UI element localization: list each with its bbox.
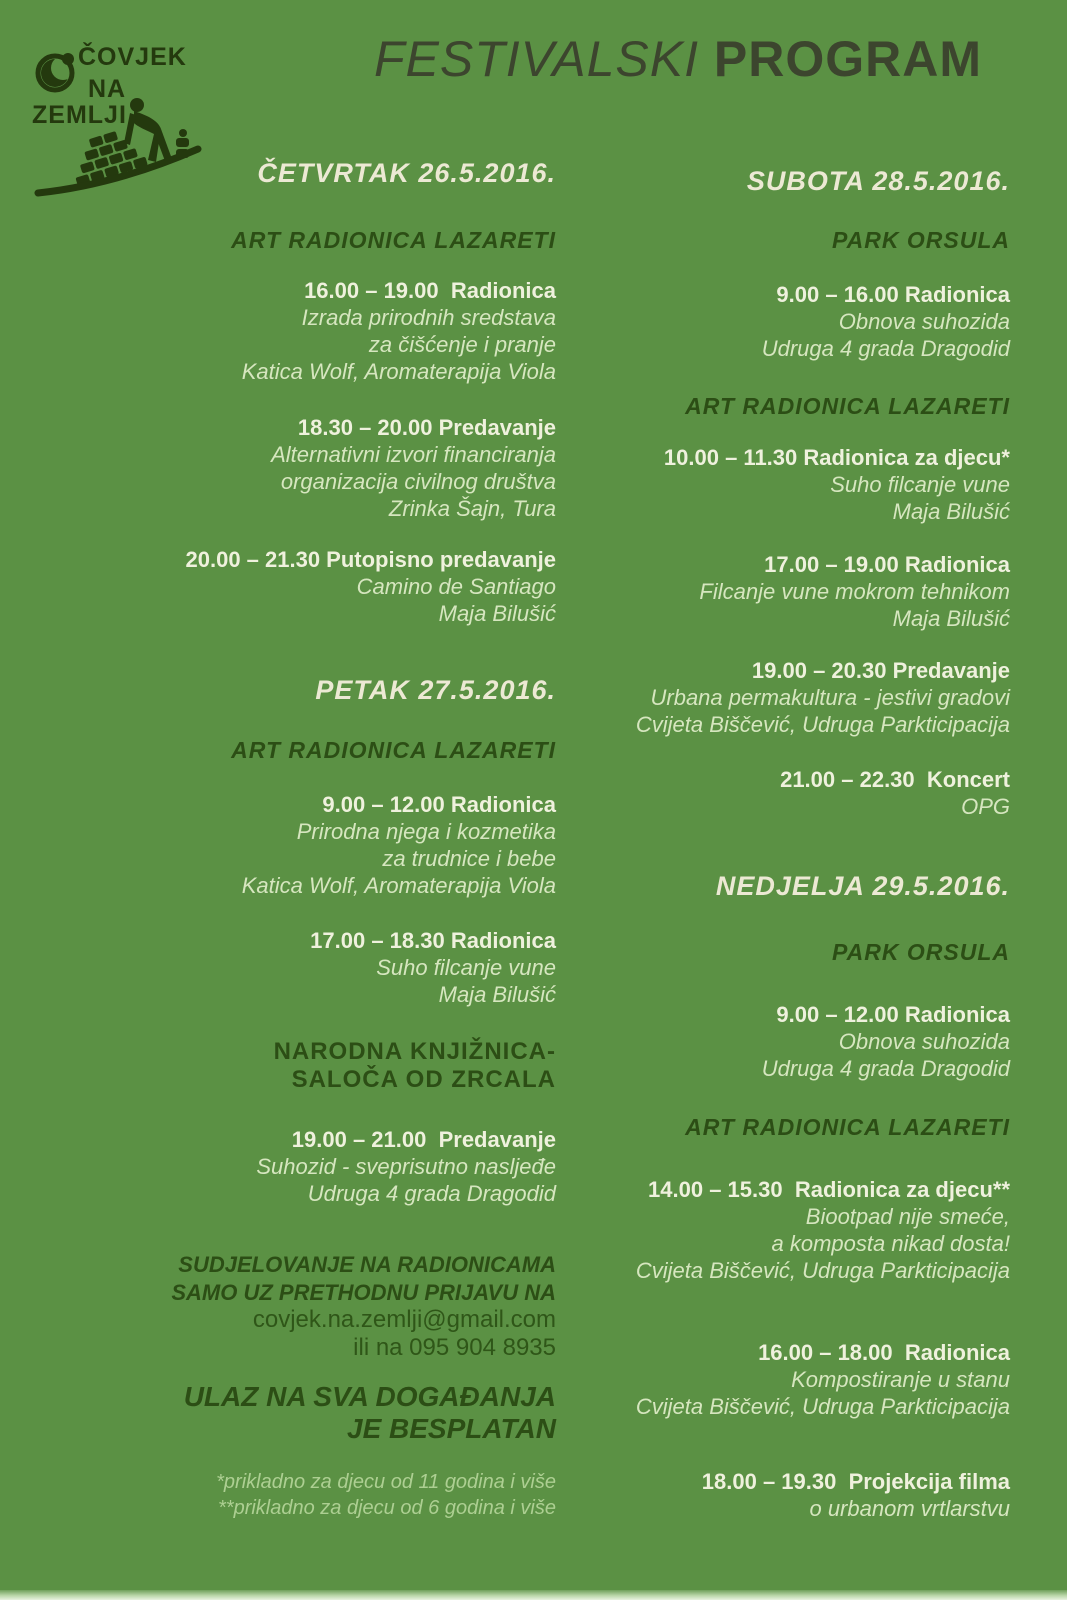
event-time: 10.00 – 11.30 Radionica za djecu* [663,445,1010,470]
event-presenter-line: Zrinka Šajn, Tura [388,496,556,521]
event-time: 18.00 – 19.30 Projekcija filma [701,1469,1010,1494]
venue-header-narodna-knjiznica [40,1038,556,1094]
event-block [40,927,556,1008]
program-column-left [40,0,556,1600]
event-block [40,1126,556,1207]
event-presenter-line: Maja Bilušić [438,982,556,1007]
page-title-light: FESTIVALSKI [373,31,699,87]
event-description-line: Filcanje vune mokrom tehnikom [699,579,1010,604]
event-presenter-line: Maja Bilušić [892,606,1010,631]
event-description-line: Suho filcanje vune [376,955,556,980]
event-performer-line: OPG [961,794,1010,819]
event-block [560,1176,1010,1284]
event-description-line: za trudnice i bebe [382,846,556,871]
event-description-line: za čišćenje i pranje [368,332,556,357]
event-description-line: Prirodna njega i kozmetika [296,819,556,844]
event-description-line: Kompostiranje u stanu [791,1367,1010,1392]
event-time: 14.00 – 15.30 Radionica za djecu** [648,1177,1010,1202]
event-time: 9.00 – 16.00 Radionica [776,282,1010,307]
logo-text-line: NA [88,75,127,103]
event-presenter-line: Udruga 4 grada Dragodid [761,336,1010,361]
footnote-line: *prikladno za djecu od 11 godina i više [216,1471,556,1493]
free-entry-notice [40,1381,556,1445]
day-header-nedjelja: NEDJELJA 29.5.2016. [715,871,1010,901]
event-block [560,281,1010,362]
program-column-right [560,0,1010,1600]
event-block [40,414,556,522]
logo-text-line: ZEMLJI [32,101,127,129]
event-block [40,791,556,899]
event-block [40,277,556,385]
venue-header-lazareti: ART RADIONICA LAZARETI [685,1114,1010,1140]
event-presenter-line: Cvijeta Biščević, Udruga Parkticipacija [635,1258,1010,1283]
day-header-subota: SUBOTA 28.5.2016. [746,166,1010,196]
event-block [560,1468,1010,1522]
event-block [560,1001,1010,1082]
event-block [560,1339,1010,1420]
venue-header-lazareti: ART RADIONICA LAZARETI [231,737,556,763]
venue-header-park-orsula: PARK ORSULA [832,939,1010,965]
free-entry-line: ULAZ NA SVA DOGAĐANJA [183,1381,556,1412]
page-title-bold: PROGRAM [713,31,982,87]
event-time: 19.00 – 21.00 Predavanje [291,1127,556,1152]
contact-phone: ili na 095 904 8935 [353,1334,556,1361]
event-time: 17.00 – 19.00 Radionica [764,552,1010,577]
event-time: 16.00 – 19.00 Radionica [304,278,556,303]
poster-bottom-edge [0,1590,1067,1600]
event-description-line: Camino de Santiago [356,574,556,599]
event-time: 18.30 – 20.00 Predavanje [297,415,556,440]
registration-notice-line: SUDJELOVANJE NA RADIONICAMA [178,1252,556,1277]
registration-notice [40,1251,556,1307]
venue-header-line: SALOČA OD ZRCALA [291,1066,556,1093]
event-time: 17.00 – 18.30 Radionica [310,928,556,953]
event-description-line: a komposta nikad dosta! [771,1231,1010,1256]
event-time: 20.00 – 21.30 Putopisno predavanje [185,547,556,572]
event-time: 9.00 – 12.00 Radionica [322,792,556,817]
event-block [560,766,1010,820]
event-presenter-line: Katica Wolf, Aromaterapija Viola [241,873,556,898]
day-header-petak: PETAK 27.5.2016. [315,675,556,705]
event-description-line: Suhozid - sveprisutno nasljeđe [256,1154,556,1179]
event-description-line: Izrada prirodnih sredstava [301,305,556,330]
logo-text-line: ČOVJEK [78,43,187,71]
event-description-line: Biootpad nije smeće, [805,1204,1010,1229]
event-presenter-line: Maja Bilušić [892,499,1010,524]
event-description-line: Obnova suhozida [838,1029,1010,1054]
event-block [560,551,1010,632]
venue-header-lazareti: ART RADIONICA LAZARETI [685,393,1010,419]
venue-header-lazareti: ART RADIONICA LAZARETI [231,227,556,253]
event-description-line: organizacija civilnog društva [280,469,556,494]
event-description-line: o urbanom vrtlarstvu [809,1496,1010,1521]
event-time: 16.00 – 18.00 Radionica [758,1340,1010,1365]
event-description-line: Alternativni izvori financiranja [271,442,556,467]
venue-header-line: NARODNA KNJIŽNICA- [273,1038,556,1065]
event-time: 21.00 – 22.30 Koncert [780,767,1010,792]
event-block [560,444,1010,525]
event-presenter-line: Cvijeta Biščević, Udruga Parkticipacija [635,1394,1010,1419]
event-presenter-line: Maja Bilušić [438,601,556,626]
event-presenter-line: Cvijeta Biščević, Udruga Parkticipacija [635,712,1010,737]
event-time: 19.00 – 20.30 Predavanje [751,658,1010,683]
registration-notice-line: SAMO UZ PRETHODNU PRIJAVU NA [171,1280,556,1305]
event-description-line: Urbana permakultura - jestivi gradovi [650,685,1010,710]
event-block [560,657,1010,738]
venue-header-park-orsula: PARK ORSULA [832,227,1010,253]
event-presenter-line: Katica Wolf, Aromaterapija Viola [241,359,556,384]
contact-info [40,1306,556,1362]
day-header-cetvrtak: ČETVRTAK 26.5.2016. [257,158,556,188]
event-presenter-line: Udruga 4 grada Dragodid [307,1181,556,1206]
contact-email: covjek.na.zemlji@gmail.com [252,1306,556,1333]
event-description-line: Obnova suhozida [838,309,1010,334]
event-block [40,546,556,627]
free-entry-line: JE BESPLATAN [347,1413,556,1444]
event-presenter-line: Udruga 4 grada Dragodid [761,1056,1010,1081]
footnote-line: **prikladno za djecu od 6 godina i više [218,1497,556,1519]
age-footnotes [40,1469,556,1521]
event-time: 9.00 – 12.00 Radionica [776,1002,1010,1027]
event-description-line: Suho filcanje vune [830,472,1010,497]
